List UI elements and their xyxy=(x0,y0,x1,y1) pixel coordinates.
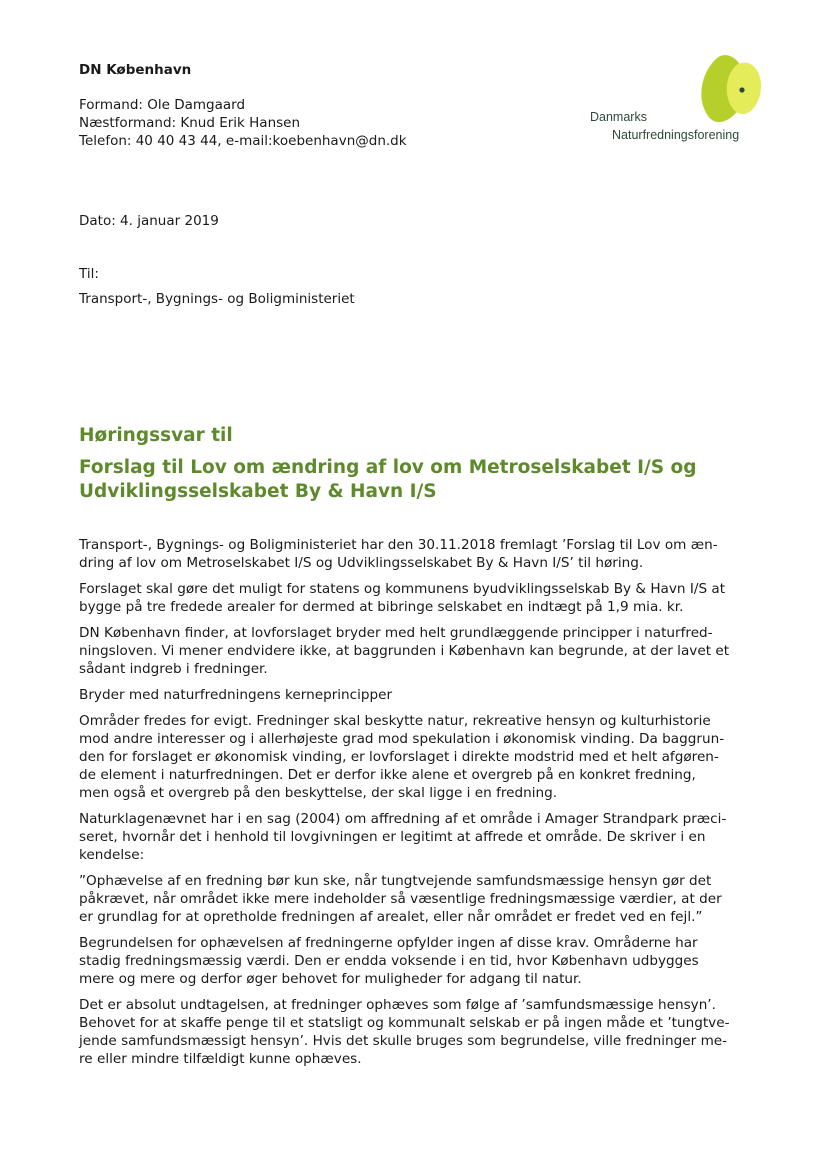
text-line: stadig fredningsmæssig værdi. Den er endda voksende i en tid, hvor København udbygges xyxy=(79,953,699,969)
paragraph xyxy=(79,624,755,678)
text-line: re eller mindre tilfældigt kunne ophæves. xyxy=(79,1051,362,1067)
text-line: jende samfundsmæssigt hensyn’. Hvis det skulle bruges som begrundelse, ville fredninger me- xyxy=(79,1033,728,1049)
paragraph xyxy=(79,810,755,864)
text-line: Forslaget skal gøre det muligt for statens og kommunens byudviklingsselskab By & Havn I/S at xyxy=(79,581,726,597)
section-heading xyxy=(79,686,755,704)
recipient-name: Transport-, Bygnings- og Boligministeriet xyxy=(79,291,355,307)
text-line: men også et overgreb på den beskyttelse, der skal ligge i en fredning. xyxy=(79,785,558,801)
paragraph xyxy=(79,712,755,802)
date-line: Dato: 4. januar 2019 xyxy=(79,213,219,229)
logo-text-line1: Danmarks xyxy=(590,110,647,124)
document-title xyxy=(79,424,779,504)
text-line: dring af lov om Metroselskabet I/S og Udviklingsselskabet By & Havn I/S’ til høring. xyxy=(79,555,644,571)
text-line: er grundlag for at opretholde fredningen af arealet, eller når området er fredet ved en fejl.” xyxy=(79,909,703,925)
title-line-1: Høringssvar til xyxy=(79,425,233,446)
text-line: den for forslaget er økonomisk vinding, er lovforslaget i direkte modstrid med et helt afgøren- xyxy=(79,749,719,765)
text-line: seret, hvornår det i henhold til lovgivningen er legitimt at affrede et område. De skriver i en xyxy=(79,829,706,845)
text-line: mere og mere og derfor øger behovet for muligheder for adgang til natur. xyxy=(79,971,582,987)
text-line: bygge på tre fredede arealer for dermed at bibringe selskabet en indtægt på 1,9 mia. kr. xyxy=(79,599,684,615)
text-line: mod andre interesser og i allerhøjeste grad mod spekulation i økonomisk vinding. Da baggrun- xyxy=(79,731,725,747)
paragraph xyxy=(79,580,755,616)
title-line-3: Udviklingsselskabet By & Havn I/S xyxy=(79,481,437,502)
paragraph xyxy=(79,872,755,926)
paragraph xyxy=(79,536,755,572)
paragraph xyxy=(79,934,755,988)
org-name: DN København xyxy=(79,62,192,78)
text-line: Transport-, Bygnings- og Boligministeriet har den 30.11.2018 fremlagt ’Forslag til Lov om æn- xyxy=(79,537,718,553)
text-line: Behovet for at skaffe penge til et statsligt og kommunalt selskab er på ingen måde et ’tungtve- xyxy=(79,1015,730,1031)
text-line: de element i naturfredningen. Det er derfor ikke alene et overgreb på en konkret fredning, xyxy=(79,767,696,783)
title-line-2: Forslag til Lov om ændring af lov om Metroselskabet I/S og xyxy=(79,457,697,478)
text-line: kendelse: xyxy=(79,847,145,863)
logo-text-line2: Naturfredningsforening xyxy=(612,128,740,142)
dn-logo xyxy=(588,48,768,148)
text-line: Naturklagenævnet har i en sag (2004) om affredning af et område i Amager Strandpark præci- xyxy=(79,811,727,827)
text-line: Bryder med naturfredningens kerneprincipper xyxy=(79,687,393,703)
text-line: DN København finder, at lovforslaget bryder med helt grundlæggende principper i naturfred- xyxy=(79,625,713,641)
vice-chairman-line: Næstformand: Knud Erik Hansen xyxy=(79,115,301,131)
recipient-label: Til: xyxy=(79,266,99,282)
text-line: påkrævet, når området ikke mere indeholder så væsentlige fredningsmæssige værdier, at der xyxy=(79,891,722,907)
contact-line: Telefon: 40 40 43 44, e-mail:koebenhavn@dn.dk xyxy=(79,133,407,149)
text-line: Områder fredes for evigt. Fredninger skal beskytte natur, rekreative hensyn og kulturhistorie xyxy=(79,713,711,729)
paragraph xyxy=(79,996,755,1068)
body-text xyxy=(79,536,755,1076)
text-line: Det er absolut undtagelsen, at fredninger ophæves som følge af ’samfundsmæssige hensyn’. xyxy=(79,997,716,1013)
text-line: sådant indgreb i fredninger. xyxy=(79,661,268,677)
text-line: ningsloven. Vi mener endvidere ikke, at baggrunden i København kan begrunde, at der lavet et xyxy=(79,643,730,659)
text-line: Begrundelsen for ophævelsen af fredningerne opfylder ingen af disse krav. Områderne har xyxy=(79,935,698,951)
chairman-line: Formand: Ole Damgaard xyxy=(79,97,246,113)
text-line: ”Ophævelse af en fredning bør kun ske, når tungtvejende samfundsmæssige hensyn gør det xyxy=(79,873,712,889)
sender-block xyxy=(79,61,407,150)
